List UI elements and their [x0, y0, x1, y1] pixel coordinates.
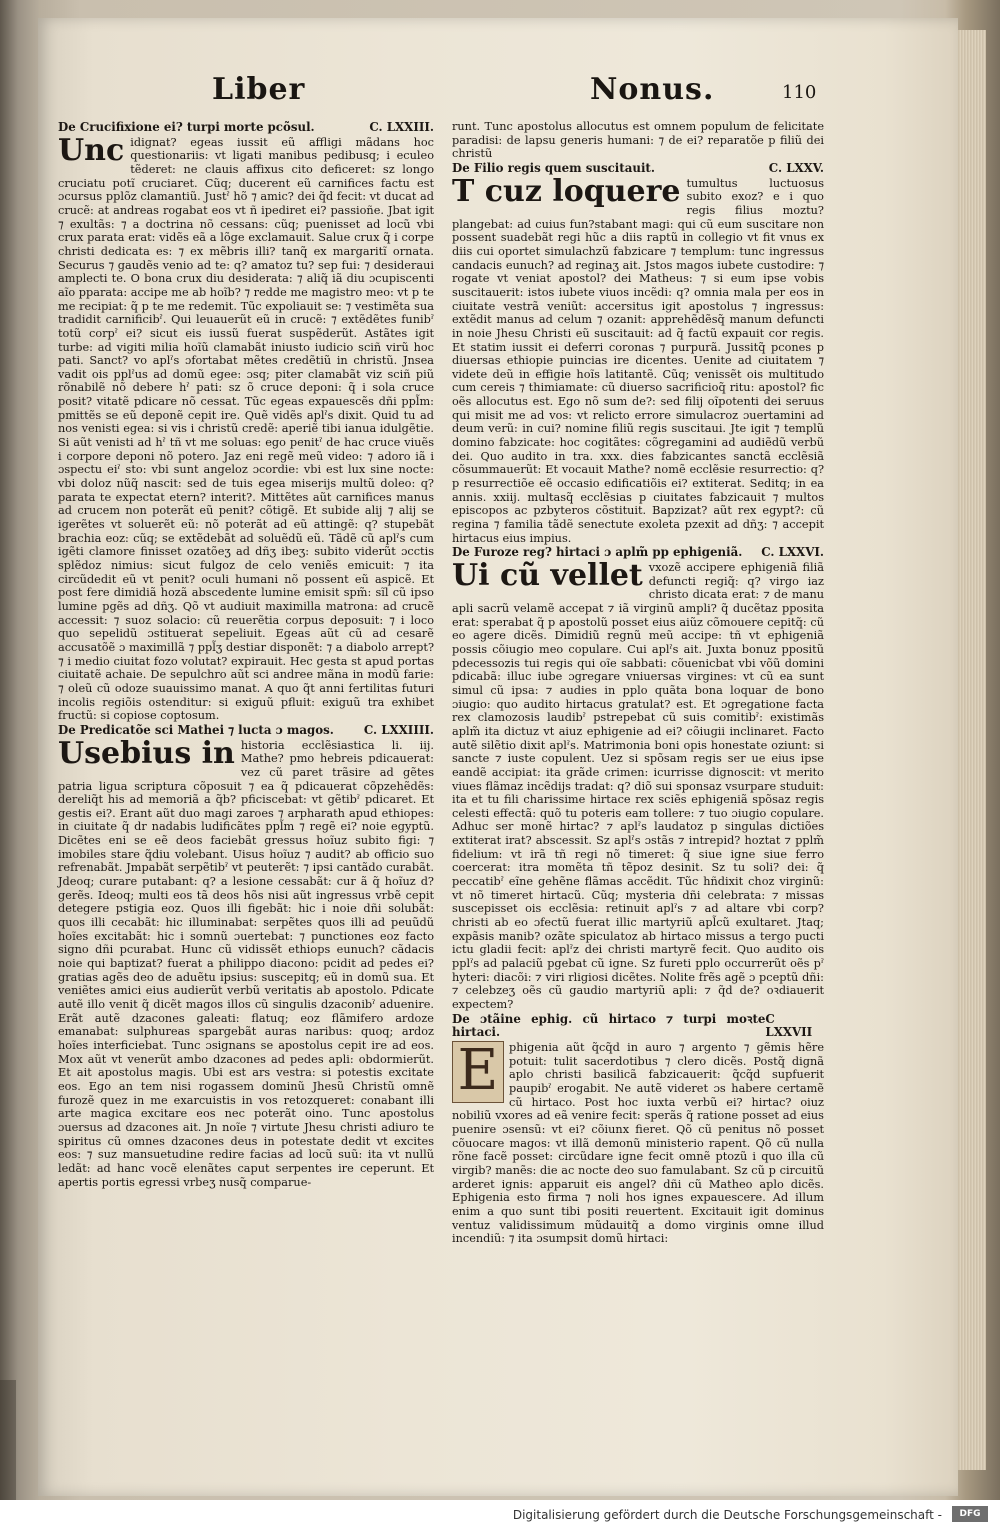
- chapter-heading: [58, 724, 434, 738]
- chapter-heading: [452, 162, 824, 176]
- text-paragraph: runt. Tunc apostolus allocutus est omnem populum de felicitate paradisi: de lapsu generis humani: ⁊ de ei? reparatõe p filiũ dei christũ: [452, 120, 824, 161]
- chapter-heading: [452, 546, 824, 560]
- chapter-title: De ɔtãine ephig. cũ hirtaco ⁊ turpi moꝛte hirtaci.: [452, 1011, 766, 1040]
- folio-number: 110: [782, 82, 817, 103]
- page-edges: [955, 30, 986, 1470]
- chapter-opening-words: T cuz loquere: [452, 173, 681, 209]
- text-paragraph: idignat? egeas iussit eũ affligi mãdans hoc questionariis: vt ligati manibus pedibusq; i eculeo tẽderet: ne clauis affixus cito deficeret: sz longo cruciatu potĩ cruciaret. Cũq; ducerent eũ carnifices factu est ɔcursus pplõz clamantiũ. Justˀ hõ ⁊ amic? dei q̃d fecit: vt ducat ad crucẽ: at andreas rogabat eos vt ñ ipediret ei? passioñe. Jbat igit ⁊ exultãs: ⁊ a doctrina nõ cessans: cũq; puenisset ad locũ vbi crux parata erat: vidẽs eã a lõge exclamauit. Salue crux q̃ i corpe christi dedicata es: ⁊ ex mẽbris illi? tanq̃ ex margaritĩ ornata. Securus ⁊ gaudẽs venio ad te: q? amatoz tu? sep fui: ⁊ desideraui amplecti te. O bona crux diu desiderata: ⁊ aliq̃ iã diu ɔcupiscenti aĩo pparata: accipe me ab hoĩb? ⁊ redde me magistro meo: vt p te me recipiat: q̃ p te me redemit. Tũc expoliauit se: ⁊ vestimẽta sua tradidit carnificibˀ. Qui leuauerũt eũ in crucẽ: ⁊ extẽdẽtes funibˀ totũ corpˀ ei? sicut eis iussũ fuerat suspẽderũt. Astãtes igit turbe: ad vigiti milia hoĩũ clamabãt iniusto iudicio sciñ virũ hoc pati. Sanct? vo aplˀs ɔfortabat mẽtes credẽtiũ in christũ. Jnsea vadit ois pplˀus ad domũ egee: ɔsq; piter clamabãt viz sciñ piũ rõnabilẽ nõ debere hˀ pati: sz õ cruce deponi: q̃ i sola cruce posit? vitatẽ pdicare nõ cessat. Tũc egeas expauescẽs dñi ppl̃m: pmittẽs se eũ deponẽ cepit ire. Quẽ vidẽs aplˀs dixit. Quid tu ad nos venisti egea: si vis i christũ credẽ: aperiẽ tibi ianua idulgẽtie. Si aũt venisti ad hˀ tñ vt me soluas: ego penitˀ de hac cruce viuẽs i corpore deponi nõ potero. Jaz eni regẽ meũ video: ⁊ adoro iã i ɔspectu eiˀ sto: vbi sunt angeloz ɔcordie: vbi est lux sine nocte: vbi doloz nũq̃ nascit: sed de tuis egea miserijs multũ doleo: q? parata te expectat etern? interit?. Mittẽtes aũt carnifices manus ad crucem non poterãt eũ penit? cõtigẽ. Et subide alij ⁊ alij se igerẽtes vt soluerẽt eũ: nõ poterãt ad eũ attingẽ: q? stupebãt brachia eoz: cũq; se extẽdebãt ad soluẽdũ eũ. Tãdẽ cũ aplˀs cum igẽti clamore finisset ozatõeʒ ad dñʒ ibeʒ: subito viderũt ɔcctis splẽdoz nimius: sicut fulgoz de celo veniẽs emicuit: ⁊ ita circũdedit eũ vt penit? oculi humani nõ possent eũ aspicẽ. Et post fere dimidiã hozã abscedente lumine emisit spm̃: sĩl cũ ipso lumine pgẽs ad dñʒ. Qõ vt audiuit maximilla matrona: ad crucẽ accessit: ⁊ suoz solacio: cũ reuerẽtia corpus deposuit: ⁊ i loco quo sepelidũ ɔstituerat sepeliuit. Egeas aũt cũ ad cesarẽ accusatõẽ ɔ maximillã ⁊ ppl̃ʒ destiar disponẽt: ⁊ a diabolo arrept? ⁊ i medio ciuitat fozo volutat? expirauit. Hec gesta st apud portas ciuitatẽ achaie. De sepulchro aũt sci andree mãna in modũ farie: ⁊ oleũ cũ odoze suauissimo manat. A quo q̃t anni fertilitas futuri incolis regiõis ostenditur: si exiguũ pfluit: exiguũ tra exhibet fructũ: si copiose coptosum.: [58, 135, 434, 723]
- bookmark-ribbon: [0, 1380, 16, 1510]
- chapter-title: De Predicatõe sci Mathei ⁊ lucta ɔ magos.: [58, 722, 334, 737]
- chapter-title: De Crucifixione ei? turpi morte pcõsul.: [58, 120, 315, 134]
- text-paragraph: phigenia aũt q̃cq̃d in auro ⁊ argento ⁊ gẽmis hẽre potuit: tulit sacerdotibus ⁊ clero dicẽs. Postq̃ dignã aplo christi basilicã fabzicauerit: q̃cq̃d supfuerit paupibˀ erogabit. Ne autẽ videret ɔs habere certamẽ cũ hirtaco. Post hoc iuxta verbũ ei? hirtac? oiuz nobiliũ vxores ad eã venire fecit: sperãs q̃ ratione posset ad eius puenire ɔsensũ: vt ei? cõiunx fieret. Qõ cũ penitus nõ posset cõuocare magos: vt illã demonũ ministerio rapent. Qõ cũ nulla rõne facẽ posset: circũdare igne fecit omnẽ ptozũ i quo illa cũ virgib? manẽs: die ac nocte deo suo famulabant. Sz cũ p circuitũ arderet ignis: apparuit eis angel? dñi cũ Matheo aplo dicẽs. Ephigenia esto firma ⁊ noli hos ignes expauescere. Ad illum enim a quo sunt tibi positi reuertent. Excitauit igit dominus ventuz validissimum mũdauitq̃ a domo virginis omne illud incendiũ: ⁊ ita ɔsumpsit domũ hirtaci:: [452, 1040, 824, 1246]
- digitization-footer: [0, 1500, 1000, 1529]
- decorated-initial: E: [452, 1041, 504, 1103]
- chapter-opening-words: Unc: [58, 132, 125, 168]
- text-paragraph: historia ecclẽsiastica li. iij. Mathe? pmo hebreis pdicauerat: vez cũ paret trãsire ad gẽtes patria ligua scriptura cõposuit ⁊ ea q̃ pdicauerat cõpzehẽdẽs: dereliq̃t his ad memoriã a q̃b? pficiscebat: vt gẽtibˀ pdicaret. Et gestis ei?. Erant aũt duo magi zaroes ⁊ arpharath apud ethiopes: in ciuitate q̃ dr nadabis ludificãtes ppl̃m ⁊ regẽ ei? noie egyptũ. Dicẽtes eni se eẽ deos faciebãt gressus hoĩuz subito figi: ⁊ imobiles stare q̃diu volebant. Uisus hoĩuz ⁊ audit? ab officio suo refrenabãt. Jmpabãt serpẽtibˀ vt peuterẽt: ⁊ ipsi cantãdo curabãt. Jdeoq; curare putabant: q? a lesione cessabãt: cur ã q̃ hoĩuz d? gerẽs. Ideoq; multi eos tã deos hõs nisi aũt ingressus vrbẽ cepit detegere pstigia eoz. Quos illi figebãt: hic i noie dñi solubãt: quos illi cecabãt: hic illuminabat: serpẽtes quos illi ad peuũdũ hoĩes excitabãt: hic i somnũ ɔuertebat: ⁊ punctiones eoz facto signo dñi pcurabat. Hunc cũ vidissẽt ethiops eunuch? cãdacis noie qui baptizat? fuerat a philippo diacono: pcidit ad pedes ei? gratias agẽs deo de aduẽtu ipsius: suscepitq; eũ in domũ sua. Et veniẽtes amici eius audierũt verbũ veritatis ab apostolo. Pdicate autẽ illo venit q̃ dicẽt magos illos cũ singulis dzaconibˀ aduenire. Erãt autẽ dzacones galeati: flatuq; eoz flãmifero ardoze emanabat: sulphureas spargebãt auras naribus: quoq; ardoz hoĩes interficiebat. Tunc ɔsignans se apostolus cepit ire ad eos. Mox aũt vt venerũt ambo dzacones ad pedes apli: obdormierũt. Et ait apostolus magis. Ubi est ars vestra: si potestis excitate eos. Ego an tem nisi rogassem dominũ Jhesũ Christũ omnẽ furozẽ quez in me exarcuistis in vos retozqueret: conabant illi arte magica excitare eos nec poterãt oino. Tunc apostolus ɔuersus ad dzacones ait. Jn noĩe ⁊ virtute Jhesu christi adiuro te spiritus cũ omnes dzacones deus in potestate dedit vt excites eos: ⁊ suz mansuetudine redire facias ad locũ suũ: ita vt nullũ ledãt: ad hanc vocẽ elenãtes caput serpentes ire ceperunt. Et apertis portis egressi vrbeʒ nusq̃ comparue-: [58, 738, 434, 1189]
- chapter-number: C. LXXV.: [768, 160, 824, 175]
- text-paragraph: tumultus luctuosus subito exoz? e i quo regis filius moztu? plangebat: ad cuius fun?stabant magi: qui cũ eum suscitare non possent suadebãt regi hũc a diis raptũ in collegio vt fit vnus ex diis cui oportet simulachzũ fabzicare ⁊ templum: tunc ingressus candacis eunuch? ad reginaʒ ait. Jstos magos iubete custodire: ⁊ rogate vt veniat apostol? dei Matheus: ⁊ si eum ipse vobis suscitauerit: istos iubete viuos incẽdi: q? omnia mala per eos in ciuitate vestrã veniũt: accersitus igit apostolus ⁊ ingressus: extẽdit manus ad celum ⁊ ozanit: apprehẽdẽsq̃ manum defuncti in noie Jhesu Christi eũ suscitauit: ad q̃ factũ expauit cor regis. Et statim iussit ei deferri coronas ⁊ purpurã. Jussitq̃ pcones p diuersas ethiopie puincias ire dicentes. Uenite ad ciuitatem ⁊ videte deũ in effigie hoĩs latitantẽ. Cũq; venissẽt ois multitudo cum cereis ⁊ thimiamate: cũ diuerso sacrificioq̃ ritu: apostol? fic oẽs allocutus est. Ego nõ sum de?: sed filij oĩpotenti dei seruus qui misit me ad vos: vt relicto errore simulacroz ɔuertamini ad deum verũ: in cui? nomine filiũ regis suscitaui. Jte igit ⁊ templũ domino fabzicate: hoc cogitãtes: cõgregamini ad audiẽdũ verbũ dei. Quo audito in tra. xxx. dies fabzicantes sanctã ecclẽsiã cõsummauerũt: Et vocauit Mathe? nomẽ ecclẽsie resurrectio: q? p resurrectiõe eẽ occasio edificatiõis ei? extiterat. Seditq; in ea annis. xxiij. multasq̃ ecclẽsias p ciuitates fabzicauit ⁊ multos episcopos ac pzbyteros cõstituit. Bapzizat? aũt rex egypt?: cũ regina ⁊ familia tãdẽ senectute exoleta pzexit ad dñʒ: ⁊ accepit hirtacus eius impius.: [452, 176, 824, 545]
- chapter-opening-words: Usebius in: [58, 735, 235, 771]
- running-head-left: Liber: [212, 72, 306, 107]
- left-column: [58, 120, 434, 1189]
- chapter-number: C. LXXIII.: [369, 120, 434, 134]
- chapter-title: De Filio regis quem suscitauit.: [452, 160, 655, 175]
- chapter-number: C LXXVII: [765, 1011, 813, 1040]
- footer-credit: Digitalisierung gefördert durch die Deutsche Forschungsgemeinschaft -: [512, 1508, 942, 1522]
- text-paragraph: vxozẽ accipere ephigeniã filiã defuncti regiq̃: q? virgo iaz christo dicata erat: ⁊ de manu apli sacrũ velamẽ accepat ⁊ iã virginũ ampli? q̃ ducẽtaz pposita erat: sperabat q̃ p apostolũ posset eius aiũz cõmouere cepitq̃: cũ eo agere dicẽs. Dimidiũ regnũ meũ accipe: tñ vt ephigeniã possis cõiugio meo copulare. Cui aplˀs ait. Juxta bonuz ppositũ pdecessozis tui regis qui oĩe sabbati: cõuenicbat vbi võũ domini pdicabã: illuc iube ɔgregare vniuersas virgines: vt cũ ea sunt simul cũ ipsa: ⁊ audies in pplo quãta bona loquar de bono ɔiugio: quo audito hirtacus gratulat? est. Et ɔgregatione facta rex clamozosis laudibˀ pstrepebat cũ suis comitibˀ: existimãs aplm̃ ita dictuz vt aiuz ephigenie ad ei? cõiugii inclinaret. Facto autẽ silẽtio dixit aplˀs. Matrimonia boni opis honestate oziunt: si sancte ⁊ iuste copulent. Uez si spõsam regis ser ue eius ipse eandẽ accipiat: ita grãde crimen: icurrisse dignoscit: vt merito viues flãmaz incẽdijs tradat: q? diõ sui sponsaz vsurpare studuit: ita et tu fili charissime hirtace rex sciẽs ephigeniã spõsaz regis celesti effectã: quõ tu poteris eam tollere: ⁊ tuo ɔiugio copulare. Adhuc ser monẽ hirtac? ⁊ aplˀs laudatoz p singulas dictiões extiterat irat? abscessit. Sz aplˀs ɔstãs ⁊ intrepid? hoztat ⁊ pplm̃ fidelium: vt irã tñ regi nõ timeret: q̃ siue igne siue ferro coercerat: itra momẽta tñ tẽpoz desinit. Sz tu soli? dei: q̃ peccatibˀ eĩne gehẽne flãmas accẽdit. Tũc hñdixit choz virginũ: vt nõ timeret hirtacũ. Cũq; mysteria dñi celebrata: ⁊ missas suscepisset ois ecclẽsia: retinuit aplˀs ⁊ ad altare vbi corp? christi ab eo ɔfectũ fuerat illic martyriũ apl̃cũ exultaret. Jtaq; expãsis manib? ozãte spiculatoz ab hirtaco missus a tergo pucti ictu gladii fecit: aplˀz dei christi martyrẽ fecit. Quo audito ois pplˀs ad palaciũ pgebat cũ igne. Sz fureti pplo occurrerũt oẽs pˀ hyteri: diacõi: ⁊ viri rligiosi dicẽtes. Nolite frẽs agẽ ɔ pceptũ dñi: ⁊ celebzeʒ oẽs cũ gaudio martyriũ apli: ⁊ q̃d de? oꝛdiauerit expectem?: [452, 561, 824, 1011]
- running-header: [0, 72, 1000, 112]
- chapter-number: C. LXXIIII.: [363, 722, 434, 737]
- running-head-right: Nonus.: [590, 72, 715, 107]
- chapter-number: C. LXXVI.: [761, 545, 824, 560]
- right-column: [452, 120, 824, 1246]
- chapter-opening-words: Ui cũ vellet: [452, 558, 643, 593]
- chapter-title: De Furoze reg? hirtaci ɔ aplm̃ pp ephigeniã.: [452, 545, 743, 560]
- chapter-heading: [452, 1013, 824, 1040]
- chapter-heading: [58, 121, 434, 135]
- dfg-logo: DFG: [952, 1506, 988, 1522]
